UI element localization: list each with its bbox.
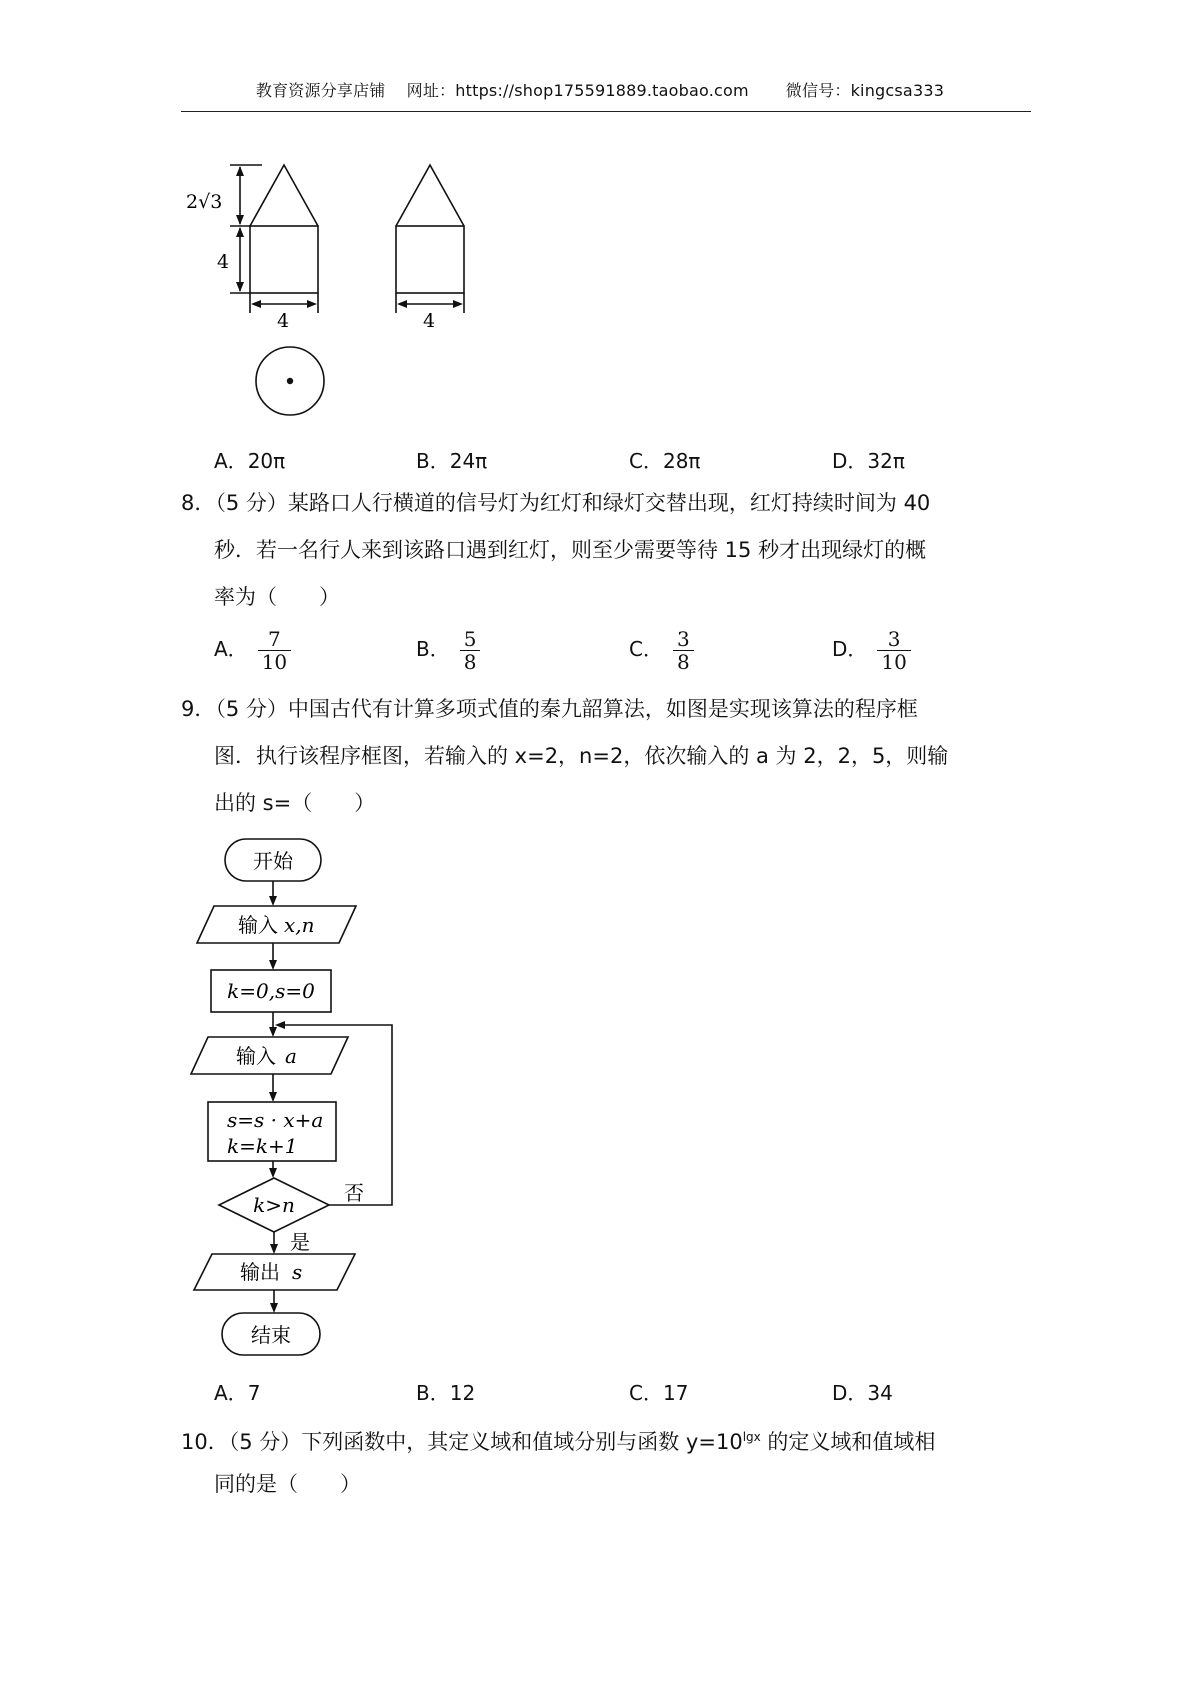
- side-view-triangle: [396, 165, 464, 226]
- flow-end-label: 结束: [251, 1323, 291, 1347]
- flowchart: [0, 830, 420, 1370]
- q7-option-d[interactable]: D．32π: [832, 449, 905, 473]
- q9-option-b[interactable]: B．12: [416, 1381, 476, 1405]
- flow-input-xn-label: 输入: [238, 913, 278, 937]
- front-view-square: [250, 226, 318, 293]
- q8-option-c[interactable]: C． $\frac{3}{8}$: [629, 628, 694, 673]
- q9-option-c[interactable]: C．17: [629, 1381, 689, 1405]
- q9-line1: 9．（5 分）中国古代有计算多项式值的秦九韶算法，如图是实现该算法的程序框: [181, 697, 918, 721]
- flow-yes-label: 是: [290, 1230, 310, 1254]
- wechat-id: kingcsa333: [850, 81, 945, 100]
- flow-output-label: 输出: [240, 1260, 280, 1284]
- flow-init-label: k=0,s=0: [227, 979, 315, 1003]
- q10-exponent: lgx: [742, 1430, 761, 1444]
- q10-line2: 同的是（ ）: [214, 1472, 361, 1496]
- dim-height-bottom: 4: [217, 251, 230, 273]
- flow-update-k: k=k+1: [227, 1134, 298, 1158]
- q8-line2: 秒．若一名行人来到该路口遇到红灯，则至少需要等待 15 秒才出现绿灯的概: [214, 538, 927, 562]
- page-header: [0, 78, 1200, 101]
- flow-input-a-var: a: [285, 1044, 297, 1068]
- front-view-triangle: [250, 165, 318, 226]
- dim-height-top: 2√3: [186, 191, 223, 213]
- side-view-square: [396, 226, 464, 293]
- q8-line3: 率为（ ）: [214, 585, 340, 609]
- wechat-label: 微信号：: [785, 81, 851, 100]
- q7-option-b[interactable]: B．24π: [416, 449, 488, 473]
- q8-line1: 8．（5 分）某路口人行横道的信号灯为红灯和绿灯交替出现，红灯持续时间为 40: [181, 491, 931, 515]
- flow-input-xn-vars: x,n: [284, 913, 315, 937]
- dim-width-front: 4: [277, 310, 290, 332]
- q9-line3: 出的 s=（ ）: [214, 791, 376, 815]
- q7-option-a[interactable]: A．20π: [214, 449, 286, 473]
- flow-no-label: 否: [344, 1181, 364, 1205]
- q9-line2: 图．执行该程序框图，若输入的 x=2，n=2，依次输入的 a 为 2，2，5，则输: [214, 744, 949, 768]
- flow-start-label: 开始: [253, 849, 293, 873]
- shop-url: https://shop175591889.taobao.com: [455, 81, 749, 100]
- three-view-figure: [0, 150, 520, 420]
- q10-line1: 10．（5 分）下列函数中，其定义域和值域分别与函数 $y=10^{lgx}$ 的定义域和值域相: [181, 1430, 936, 1454]
- flow-update-s: s=s · x+a: [227, 1108, 324, 1132]
- q8-option-a[interactable]: A． $\frac{7}{10}$: [214, 628, 291, 673]
- dim-width-side: 4: [423, 310, 436, 332]
- flow-input-a-label: 输入: [236, 1044, 276, 1068]
- q8-option-d[interactable]: D． $\frac{3}{10}$: [832, 628, 911, 673]
- url-label: 网址：: [406, 81, 456, 100]
- flow-condition-label: k>n: [253, 1193, 295, 1217]
- q9-option-a[interactable]: A．7: [214, 1381, 261, 1405]
- shop-name: 教育资源分享店铺: [255, 81, 386, 100]
- q9-option-d[interactable]: D．34: [832, 1381, 893, 1405]
- q8-option-b[interactable]: B． $\frac{5}{8}$: [416, 628, 480, 673]
- top-view-center-dot: [287, 378, 293, 384]
- flow-output-var: s: [292, 1260, 303, 1284]
- header-rule: [181, 111, 1031, 112]
- q7-option-c[interactable]: C．28π: [629, 449, 701, 473]
